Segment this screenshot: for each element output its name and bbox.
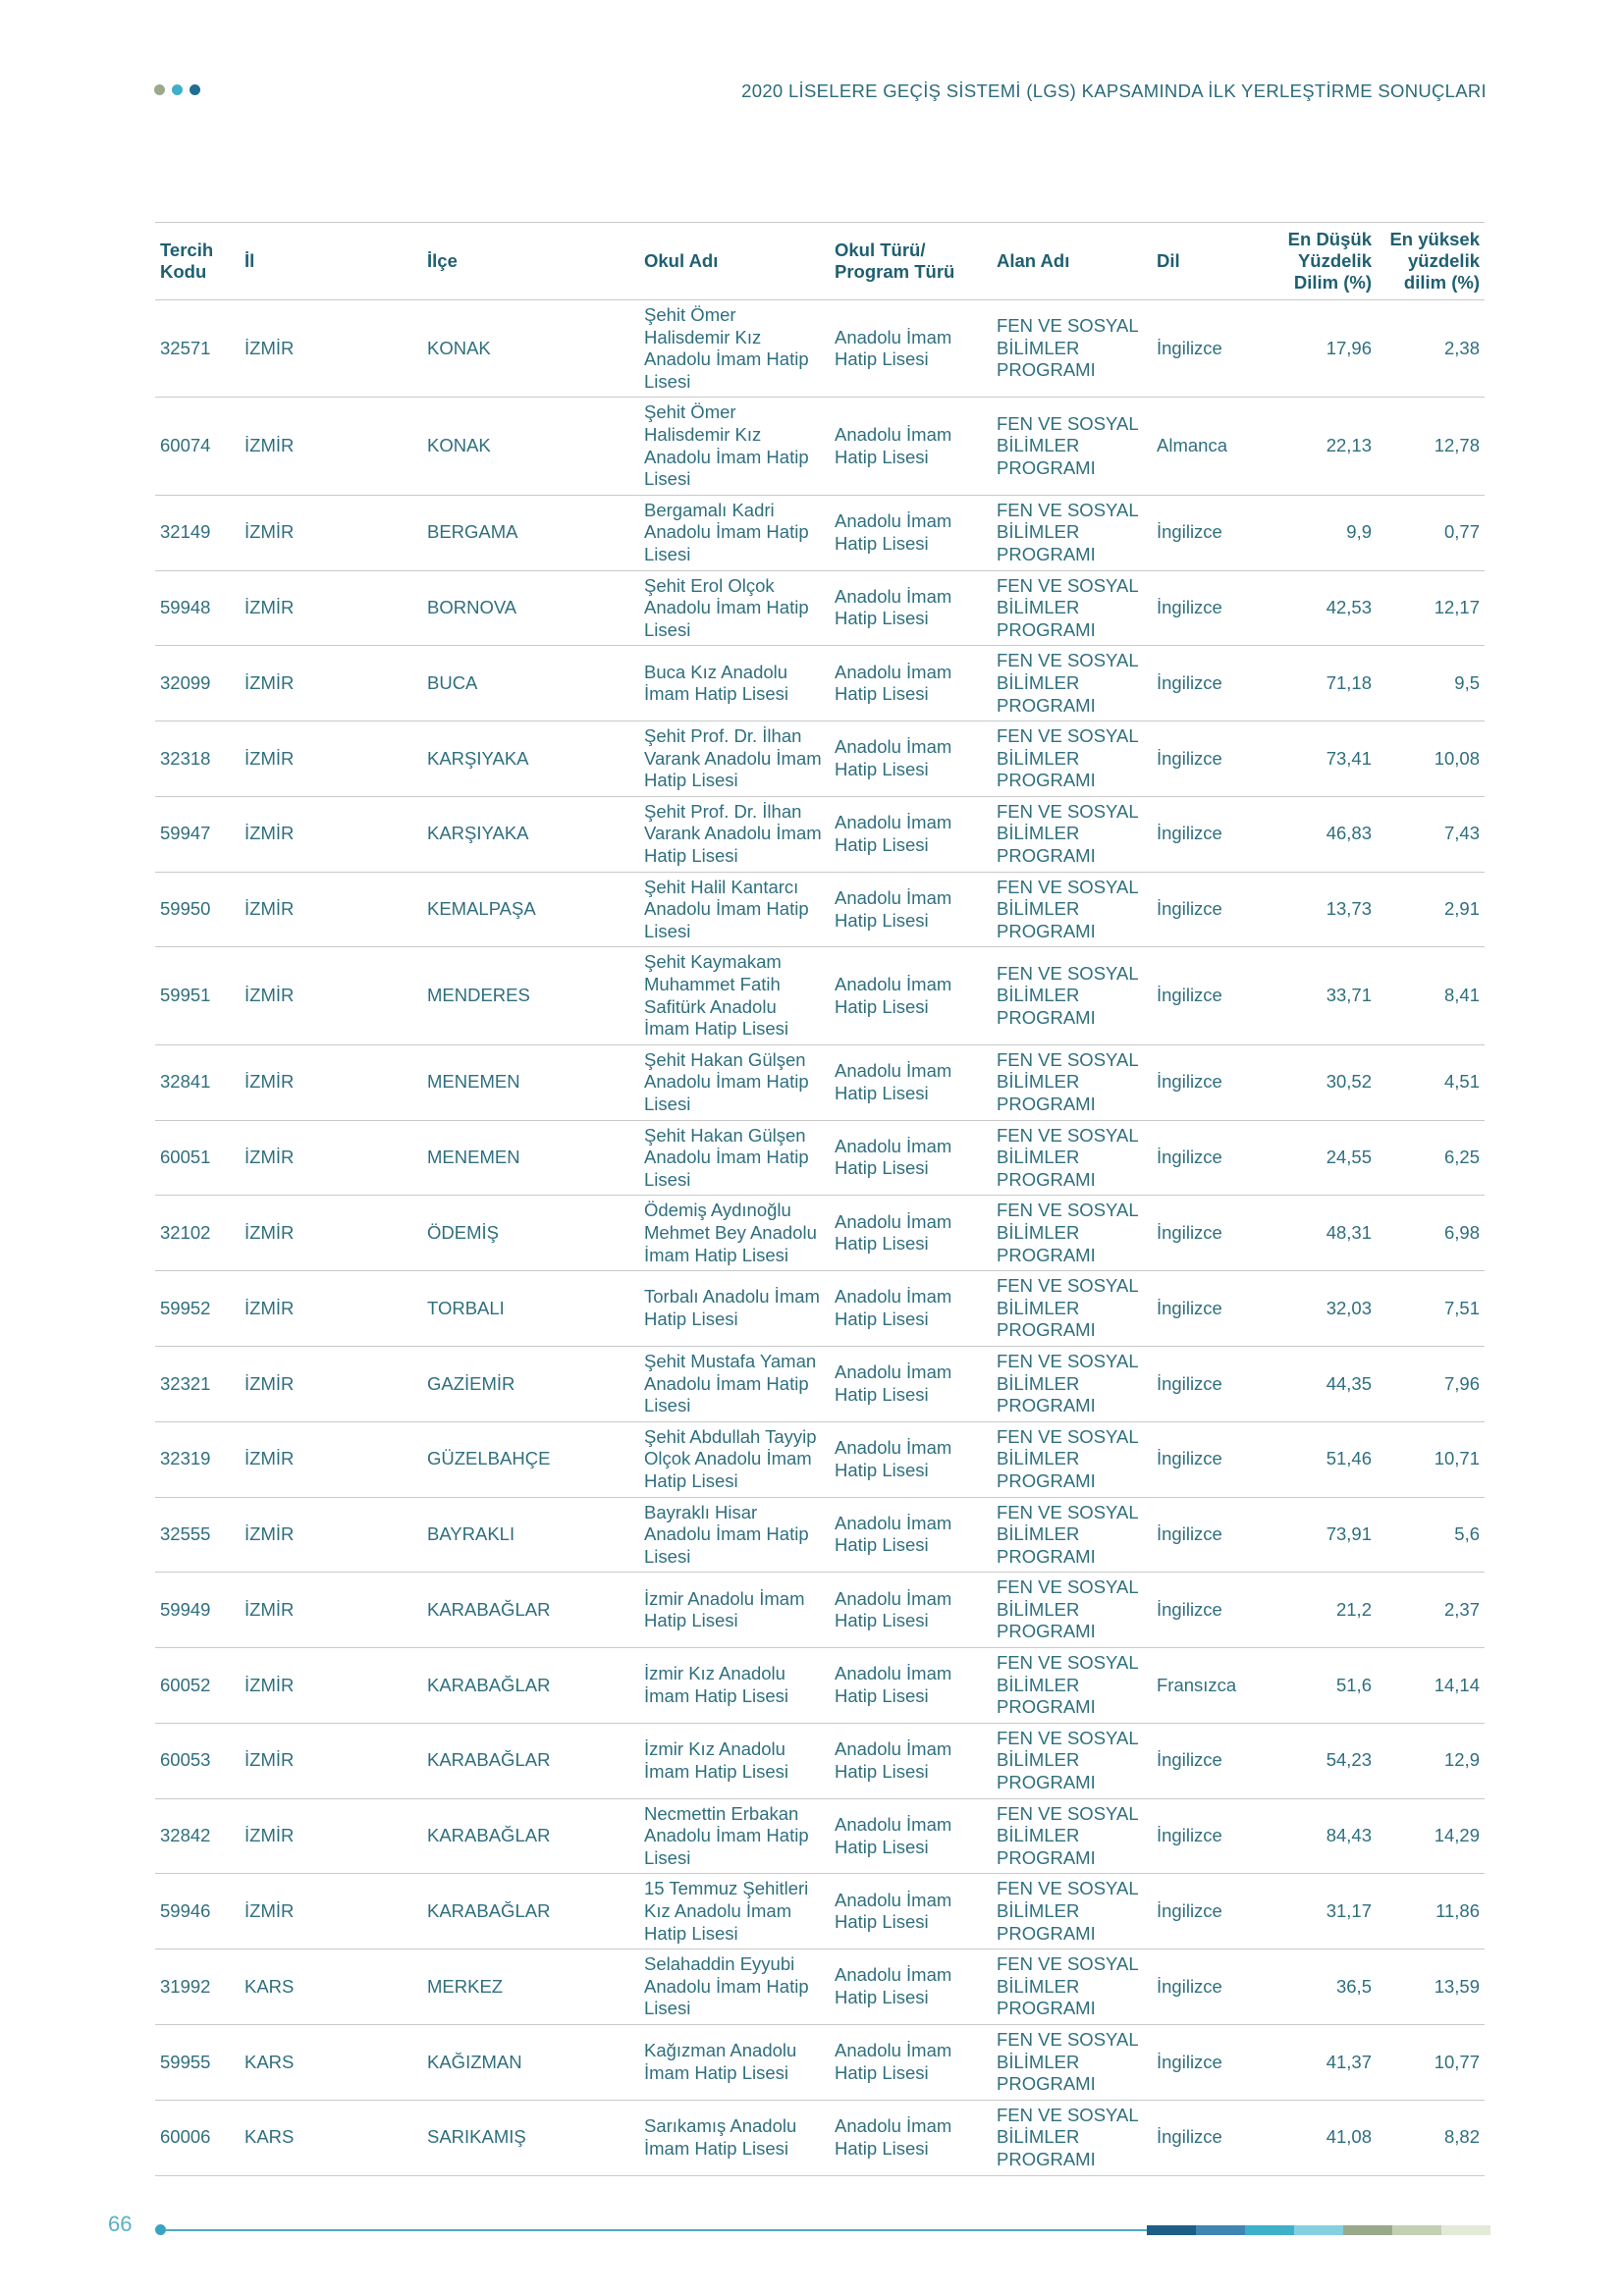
table-row xyxy=(155,495,1485,570)
cell-min-percentile: 22,13 xyxy=(1326,435,1372,456)
cell-school-name: Şehit Hakan Gülşen Anadolu İmam Hatip Lisesi xyxy=(644,1124,809,1190)
cell-school-name: İzmir Kız Anadolu İmam Hatip Lisesi xyxy=(644,1738,789,1782)
cell-school-name: Şehit Hakan Gülşen Anadolu İmam Hatip Lisesi xyxy=(644,1048,809,1114)
col-header-ilce: İlçe xyxy=(427,250,458,271)
cell-field: FEN VE SOSYAL BİLİMLER PROGRAMI xyxy=(997,1953,1138,2019)
cell-school-name: İzmir Anadolu İmam Hatip Lisesi xyxy=(644,1587,805,1631)
cell-ilce: KONAK xyxy=(427,435,491,456)
cell-code: 60074 xyxy=(160,435,211,456)
table-row xyxy=(155,1798,1485,1874)
cell-school-name: Şehit Erol Olçok Anadolu İmam Hatip Lisesi xyxy=(644,574,809,640)
cell-il: İZMİR xyxy=(244,985,295,1006)
cell-school-type: Anadolu İmam Hatip Lisesi xyxy=(835,1512,952,1556)
cell-school-type: Anadolu İmam Hatip Lisesi xyxy=(835,661,952,705)
cell-language: İngilizce xyxy=(1157,985,1222,1006)
cell-min-percentile: 41,37 xyxy=(1326,2051,1372,2072)
cell-school-type: Anadolu İmam Hatip Lisesi xyxy=(835,423,952,467)
cell-min-percentile: 73,41 xyxy=(1326,747,1372,769)
cell-min-percentile: 84,43 xyxy=(1326,1825,1372,1846)
cell-ilce: MERKEZ xyxy=(427,1975,504,1997)
cell-code: 59949 xyxy=(160,1598,211,1620)
cell-code: 32102 xyxy=(160,1221,211,1243)
cell-school-name: Kağızman Anadolu İmam Hatip Lisesi xyxy=(644,2040,797,2083)
page-header-title: 2020 LİSELERE GEÇİŞ SİSTEMİ (LGS) KAPSAMINDA İLK YERLEŞTİRME SONUÇLARI xyxy=(741,80,1487,101)
cell-il: İZMİR xyxy=(244,1674,295,1695)
cell-field: FEN VE SOSYAL BİLİMLER PROGRAMI xyxy=(997,574,1138,640)
cell-school-name: Şehit Ömer Halisdemir Kız Anadolu İmam Hatip Lisesi xyxy=(644,401,809,490)
cell-ilce: MENEMEN xyxy=(427,1071,520,1093)
cell-max-percentile: 8,82 xyxy=(1443,2126,1480,2148)
cell-school-name: Torbalı Anadolu İmam Hatip Lisesi xyxy=(644,1286,820,1330)
cell-language: İngilizce xyxy=(1157,1448,1222,1469)
cell-field: FEN VE SOSYAL BİLİMLER PROGRAMI xyxy=(997,1576,1138,1642)
cell-field: FEN VE SOSYAL BİLİMLER PROGRAMI xyxy=(997,1802,1138,1868)
cell-school-name: Şehit Kaymakam Muhammet Fatih Safitürk Anadolu İmam Hatip Lisesi xyxy=(644,951,789,1040)
cell-language: İngilizce xyxy=(1157,1598,1222,1620)
footer-bar-segment xyxy=(1392,2225,1441,2235)
cell-field: FEN VE SOSYAL BİLİMLER PROGRAMI xyxy=(997,876,1138,941)
cell-ilce: ÖDEMİŞ xyxy=(427,1221,499,1243)
cell-max-percentile: 5,6 xyxy=(1454,1523,1480,1545)
cell-school-name: Selahaddin Eyyubi Anadolu İmam Hatip Lisesi xyxy=(644,1953,809,2019)
cell-school-name: Şehit Halil Kantarcı Anadolu İmam Hatip Lisesi xyxy=(644,876,809,941)
cell-code: 59947 xyxy=(160,823,211,844)
cell-min-percentile: 30,52 xyxy=(1326,1071,1372,1093)
cell-min-percentile: 31,17 xyxy=(1326,1900,1372,1921)
cell-school-type: Anadolu İmam Hatip Lisesi xyxy=(835,886,952,931)
cell-il: İZMİR xyxy=(244,1221,295,1243)
cell-field: FEN VE SOSYAL BİLİMLER PROGRAMI xyxy=(997,800,1138,867)
cell-il: KARS xyxy=(244,2051,295,2072)
cell-il: İZMİR xyxy=(244,1523,295,1545)
cell-ilce: GAZİEMİR xyxy=(427,1372,515,1394)
footer-bar-segment xyxy=(1196,2225,1245,2235)
cell-school-type: Anadolu İmam Hatip Lisesi xyxy=(835,1286,952,1330)
cell-ilce: KARABAĞLAR xyxy=(427,1749,551,1771)
footer-bar-segment xyxy=(1147,2225,1196,2235)
cell-school-name: Sarıkamış Anadolu İmam Hatip Lisesi xyxy=(644,2115,797,2159)
table-row xyxy=(155,1573,1485,1648)
cell-code: 60051 xyxy=(160,1147,211,1168)
cell-language: İngilizce xyxy=(1157,1297,1222,1318)
cell-school-type: Anadolu İmam Hatip Lisesi xyxy=(835,1738,952,1782)
table-row xyxy=(155,1497,1485,1573)
cell-max-percentile: 6,25 xyxy=(1443,1147,1480,1168)
cell-code: 59951 xyxy=(160,985,211,1006)
cell-ilce: KARABAĞLAR xyxy=(427,1598,551,1620)
cell-school-type: Anadolu İmam Hatip Lisesi xyxy=(835,1210,952,1255)
cell-language: İngilizce xyxy=(1157,2126,1222,2148)
cell-il: İZMİR xyxy=(244,747,295,769)
table-row xyxy=(155,1346,1485,1421)
cell-field: FEN VE SOSYAL BİLİMLER PROGRAMI xyxy=(997,412,1138,478)
cell-min-percentile: 41,08 xyxy=(1326,2126,1372,2148)
cell-language: İngilizce xyxy=(1157,521,1222,543)
cell-min-percentile: 13,73 xyxy=(1326,898,1372,920)
table-row xyxy=(155,1874,1485,1949)
cell-code: 32319 xyxy=(160,1448,211,1469)
cell-ilce: KARABAĞLAR xyxy=(427,1825,551,1846)
cell-min-percentile: 48,31 xyxy=(1326,1221,1372,1243)
cell-field: FEN VE SOSYAL BİLİMLER PROGRAMI xyxy=(997,1124,1138,1190)
cell-code: 32099 xyxy=(160,671,211,693)
cell-code: 32321 xyxy=(160,1372,211,1394)
table-body xyxy=(155,300,1485,2176)
cell-max-percentile: 10,71 xyxy=(1434,1448,1480,1469)
cell-field: FEN VE SOSYAL BİLİMLER PROGRAMI xyxy=(997,499,1138,564)
cell-school-name: Buca Kız Anadolu İmam Hatip Lisesi xyxy=(644,661,789,705)
cell-language: İngilizce xyxy=(1157,2051,1222,2072)
cell-ilce: BORNOVA xyxy=(427,597,517,618)
cell-school-type: Anadolu İmam Hatip Lisesi xyxy=(835,974,952,1017)
cell-code: 59948 xyxy=(160,597,211,618)
cell-max-percentile: 11,86 xyxy=(1435,1900,1480,1921)
cell-ilce: KEMALPAŞA xyxy=(427,898,536,920)
col-header-okul: Okul Adı xyxy=(644,250,719,271)
cell-max-percentile: 12,17 xyxy=(1434,597,1480,618)
col-header-alan: Alan Adı xyxy=(997,250,1070,271)
col-header-tur: Okul Türü/ Program Türü xyxy=(835,240,955,282)
col-header-min: En Düşük Yüzdelik Dilim (%) xyxy=(1287,229,1372,293)
cell-min-percentile: 9,9 xyxy=(1346,521,1372,543)
cell-min-percentile: 71,18 xyxy=(1326,671,1372,693)
cell-language: İngilizce xyxy=(1157,1749,1222,1771)
table-row xyxy=(155,721,1485,797)
cell-max-percentile: 10,08 xyxy=(1434,747,1480,769)
cell-min-percentile: 51,6 xyxy=(1335,1674,1372,1695)
cell-school-type: Anadolu İmam Hatip Lisesi xyxy=(835,1135,952,1179)
cell-ilce: BUCA xyxy=(427,671,478,693)
table-row xyxy=(155,1723,1485,1798)
cell-school-type: Anadolu İmam Hatip Lisesi xyxy=(835,1964,952,2008)
cell-ilce: BERGAMA xyxy=(427,521,518,543)
col-header-il: İl xyxy=(244,250,255,271)
cell-language: İngilizce xyxy=(1157,1975,1222,1997)
table-row xyxy=(155,1196,1485,1271)
cell-school-name: Şehit Prof. Dr. İlhan Varank Anadolu İmam Hatip Lisesi xyxy=(644,800,822,867)
table-row xyxy=(155,1271,1485,1347)
footer-bar-segment xyxy=(1294,2225,1343,2235)
cell-il: İZMİR xyxy=(244,337,295,358)
cell-il: İZMİR xyxy=(244,671,295,693)
cell-code: 59955 xyxy=(160,2051,211,2072)
cell-field: FEN VE SOSYAL BİLİMLER PROGRAMI xyxy=(997,1048,1138,1114)
cell-school-type: Anadolu İmam Hatip Lisesi xyxy=(835,812,952,855)
cell-language: İngilizce xyxy=(1157,597,1222,618)
cell-il: İZMİR xyxy=(244,1900,295,1921)
cell-school-type: Anadolu İmam Hatip Lisesi xyxy=(835,326,952,370)
cell-language: İngilizce xyxy=(1157,898,1222,920)
cell-ilce: KARABAĞLAR xyxy=(427,1900,551,1921)
cell-code: 32841 xyxy=(160,1071,211,1093)
cell-field: FEN VE SOSYAL BİLİMLER PROGRAMI xyxy=(997,1501,1138,1567)
cell-max-percentile: 2,91 xyxy=(1443,898,1480,920)
cell-ilce: GÜZELBAHÇE xyxy=(427,1448,551,1469)
table-row xyxy=(155,398,1485,495)
placement-results-table xyxy=(155,222,1485,2176)
cell-school-name: Necmettin Erbakan Anadolu İmam Hatip Lisesi xyxy=(644,1802,809,1868)
cell-ilce: KAĞIZMAN xyxy=(427,2051,522,2072)
header-dots xyxy=(154,84,200,95)
cell-il: İZMİR xyxy=(244,1297,295,1318)
col-header-max: En yüksek yüzdelik dilim (%) xyxy=(1389,229,1480,293)
cell-code: 60053 xyxy=(160,1749,211,1771)
cell-school-name: Bayraklı Hisar Anadolu İmam Hatip Lisesi xyxy=(644,1501,809,1567)
cell-language: İngilizce xyxy=(1157,1523,1222,1545)
table-row xyxy=(155,1949,1485,2025)
cell-language: İngilizce xyxy=(1157,1900,1222,1921)
cell-max-percentile: 9,5 xyxy=(1454,671,1480,693)
cell-school-type: Anadolu İmam Hatip Lisesi xyxy=(835,2115,952,2159)
cell-field: FEN VE SOSYAL BİLİMLER PROGRAMI xyxy=(997,650,1138,716)
cell-max-percentile: 7,43 xyxy=(1443,823,1480,844)
cell-min-percentile: 51,46 xyxy=(1326,1448,1372,1469)
cell-il: İZMİR xyxy=(244,1147,295,1168)
cell-language: İngilizce xyxy=(1157,1825,1222,1846)
cell-il: KARS xyxy=(244,1975,295,1997)
cell-field: FEN VE SOSYAL BİLİMLER PROGRAMI xyxy=(997,1275,1138,1341)
cell-school-type: Anadolu İmam Hatip Lisesi xyxy=(835,2040,952,2083)
cell-min-percentile: 17,96 xyxy=(1326,337,1372,358)
cell-language: İngilizce xyxy=(1157,1221,1222,1243)
cell-field: FEN VE SOSYAL BİLİMLER PROGRAMI xyxy=(997,1200,1138,1265)
cell-field: FEN VE SOSYAL BİLİMLER PROGRAMI xyxy=(997,2104,1138,2169)
cell-language: İngilizce xyxy=(1157,337,1222,358)
header-dot xyxy=(172,84,183,95)
cell-field: FEN VE SOSYAL BİLİMLER PROGRAMI xyxy=(997,725,1138,791)
cell-code: 32318 xyxy=(160,747,211,769)
cell-max-percentile: 7,96 xyxy=(1443,1372,1480,1394)
cell-max-percentile: 6,98 xyxy=(1443,1221,1480,1243)
table-row xyxy=(155,947,1485,1044)
cell-min-percentile: 42,53 xyxy=(1326,597,1372,618)
cell-school-name: İzmir Kız Anadolu İmam Hatip Lisesi xyxy=(644,1663,789,1706)
cell-field: FEN VE SOSYAL BİLİMLER PROGRAMI xyxy=(997,315,1138,381)
table-row xyxy=(155,646,1485,721)
cell-max-percentile: 12,78 xyxy=(1434,435,1480,456)
cell-code: 32149 xyxy=(160,521,211,543)
cell-school-type: Anadolu İmam Hatip Lisesi xyxy=(835,1362,952,1405)
cell-field: FEN VE SOSYAL BİLİMLER PROGRAMI xyxy=(997,1652,1138,1718)
table-row xyxy=(155,570,1485,646)
cell-language: İngilizce xyxy=(1157,671,1222,693)
cell-field: FEN VE SOSYAL BİLİMLER PROGRAMI xyxy=(997,1350,1138,1416)
col-header-code: Tercih Kodu xyxy=(160,240,214,282)
cell-min-percentile: 32,03 xyxy=(1326,1297,1372,1318)
table-row xyxy=(155,300,1485,398)
cell-il: KARS xyxy=(244,2126,295,2148)
cell-max-percentile: 10,77 xyxy=(1434,2051,1480,2072)
cell-school-type: Anadolu İmam Hatip Lisesi xyxy=(835,1663,952,1706)
cell-field: FEN VE SOSYAL BİLİMLER PROGRAMI xyxy=(997,1425,1138,1491)
table-row xyxy=(155,2024,1485,2100)
cell-school-type: Anadolu İmam Hatip Lisesi xyxy=(835,585,952,629)
cell-language: İngilizce xyxy=(1157,747,1222,769)
cell-code: 59952 xyxy=(160,1297,211,1318)
col-header-dil: Dil xyxy=(1157,250,1180,271)
cell-language: Almanca xyxy=(1157,435,1227,456)
cell-max-percentile: 14,29 xyxy=(1434,1825,1480,1846)
cell-school-name: Ödemiş Aydınoğlu Mehmet Bey Anadolu İmam Hatip Lisesi xyxy=(644,1200,817,1265)
cell-code: 31992 xyxy=(160,1975,211,1997)
footer-color-bar xyxy=(1147,2225,1490,2235)
cell-language: İngilizce xyxy=(1157,823,1222,844)
cell-school-type: Anadolu İmam Hatip Lisesi xyxy=(835,736,952,779)
cell-field: FEN VE SOSYAL BİLİMLER PROGRAMI xyxy=(997,962,1138,1028)
cell-min-percentile: 73,91 xyxy=(1326,1523,1372,1545)
cell-min-percentile: 54,23 xyxy=(1326,1749,1372,1771)
footer-bar-segment xyxy=(1343,2225,1392,2235)
cell-min-percentile: 21,2 xyxy=(1335,1598,1372,1620)
cell-code: 59950 xyxy=(160,898,211,920)
cell-school-type: Anadolu İmam Hatip Lisesi xyxy=(835,1060,952,1103)
cell-code: 59946 xyxy=(160,1900,211,1921)
cell-code: 60006 xyxy=(160,2126,211,2148)
cell-il: İZMİR xyxy=(244,1825,295,1846)
cell-school-name: Şehit Abdullah Tayyip Olçok Anadolu İmam Hatip Lisesi xyxy=(644,1425,817,1491)
cell-max-percentile: 8,41 xyxy=(1443,985,1480,1006)
cell-language: İngilizce xyxy=(1157,1372,1222,1394)
footer-bar-segment xyxy=(1441,2225,1490,2235)
cell-max-percentile: 7,51 xyxy=(1443,1297,1480,1318)
cell-max-percentile: 2,37 xyxy=(1443,1598,1480,1620)
cell-il: İZMİR xyxy=(244,1448,295,1469)
cell-il: İZMİR xyxy=(244,823,295,844)
cell-il: İZMİR xyxy=(244,1372,295,1394)
cell-school-name: Bergamalı Kadri Anadolu İmam Hatip Lisesi xyxy=(644,499,809,564)
cell-min-percentile: 36,5 xyxy=(1335,1975,1372,1997)
cell-ilce: KONAK xyxy=(427,337,491,358)
table-header-row xyxy=(155,223,1485,300)
header-dot xyxy=(154,84,165,95)
cell-school-type: Anadolu İmam Hatip Lisesi xyxy=(835,1437,952,1480)
table-row xyxy=(155,796,1485,872)
cell-max-percentile: 0,77 xyxy=(1443,521,1480,543)
cell-language: İngilizce xyxy=(1157,1071,1222,1093)
cell-school-name: Şehit Mustafa Yaman Anadolu İmam Hatip Lisesi xyxy=(644,1350,817,1416)
cell-field: FEN VE SOSYAL BİLİMLER PROGRAMI xyxy=(997,1727,1138,1793)
cell-max-percentile: 13,59 xyxy=(1434,1975,1480,1997)
table-row xyxy=(155,1648,1485,1724)
cell-ilce: KARŞIYAKA xyxy=(427,747,529,769)
cell-code: 32555 xyxy=(160,1523,211,1545)
cell-il: İZMİR xyxy=(244,597,295,618)
cell-school-type: Anadolu İmam Hatip Lisesi xyxy=(835,1813,952,1857)
cell-ilce: KARŞIYAKA xyxy=(427,823,529,844)
table-row xyxy=(155,872,1485,947)
cell-min-percentile: 44,35 xyxy=(1326,1372,1372,1394)
cell-max-percentile: 4,51 xyxy=(1443,1071,1480,1093)
cell-school-name: 15 Temmuz Şehitleri Kız Anadolu İmam Hatip Lisesi xyxy=(644,1878,809,1944)
table-row xyxy=(155,1120,1485,1196)
cell-language: Fransızca xyxy=(1157,1674,1237,1695)
cell-max-percentile: 12,9 xyxy=(1443,1749,1480,1771)
cell-max-percentile: 2,38 xyxy=(1443,337,1480,358)
footer-line xyxy=(165,2229,1147,2231)
cell-school-type: Anadolu İmam Hatip Lisesi xyxy=(835,510,952,554)
cell-field: FEN VE SOSYAL BİLİMLER PROGRAMI xyxy=(997,1878,1138,1944)
table-row xyxy=(155,1421,1485,1497)
cell-school-type: Anadolu İmam Hatip Lisesi xyxy=(835,1889,952,1933)
cell-il: İZMİR xyxy=(244,435,295,456)
cell-ilce: MENDERES xyxy=(427,985,530,1006)
cell-il: İZMİR xyxy=(244,521,295,543)
cell-language: İngilizce xyxy=(1157,1147,1222,1168)
cell-ilce: SARIKAMIŞ xyxy=(427,2126,526,2148)
cell-field: FEN VE SOSYAL BİLİMLER PROGRAMI xyxy=(997,2028,1138,2095)
cell-ilce: TORBALI xyxy=(427,1297,505,1318)
table-row xyxy=(155,2100,1485,2175)
table-row xyxy=(155,1044,1485,1120)
cell-il: İZMİR xyxy=(244,898,295,920)
cell-il: İZMİR xyxy=(244,1598,295,1620)
cell-ilce: KARABAĞLAR xyxy=(427,1674,551,1695)
page-number: 66 xyxy=(108,2212,133,2236)
cell-school-name: Şehit Ömer Halisdemir Kız Anadolu İmam Hatip Lisesi xyxy=(644,304,809,392)
cell-school-name: Şehit Prof. Dr. İlhan Varank Anadolu İmam Hatip Lisesi xyxy=(644,725,822,791)
cell-min-percentile: 46,83 xyxy=(1326,823,1372,844)
cell-max-percentile: 14,14 xyxy=(1434,1674,1480,1695)
cell-ilce: BAYRAKLI xyxy=(427,1523,515,1545)
cell-school-type: Anadolu İmam Hatip Lisesi xyxy=(835,1587,952,1631)
header-dot xyxy=(189,84,200,95)
cell-il: İZMİR xyxy=(244,1749,295,1771)
cell-min-percentile: 33,71 xyxy=(1326,985,1372,1006)
cell-code: 32571 xyxy=(160,337,211,358)
footer-bar-segment xyxy=(1245,2225,1294,2235)
cell-ilce: MENEMEN xyxy=(427,1147,520,1168)
cell-il: İZMİR xyxy=(244,1071,295,1093)
cell-min-percentile: 24,55 xyxy=(1326,1147,1372,1168)
cell-code: 60052 xyxy=(160,1674,211,1695)
cell-code: 32842 xyxy=(160,1825,211,1846)
